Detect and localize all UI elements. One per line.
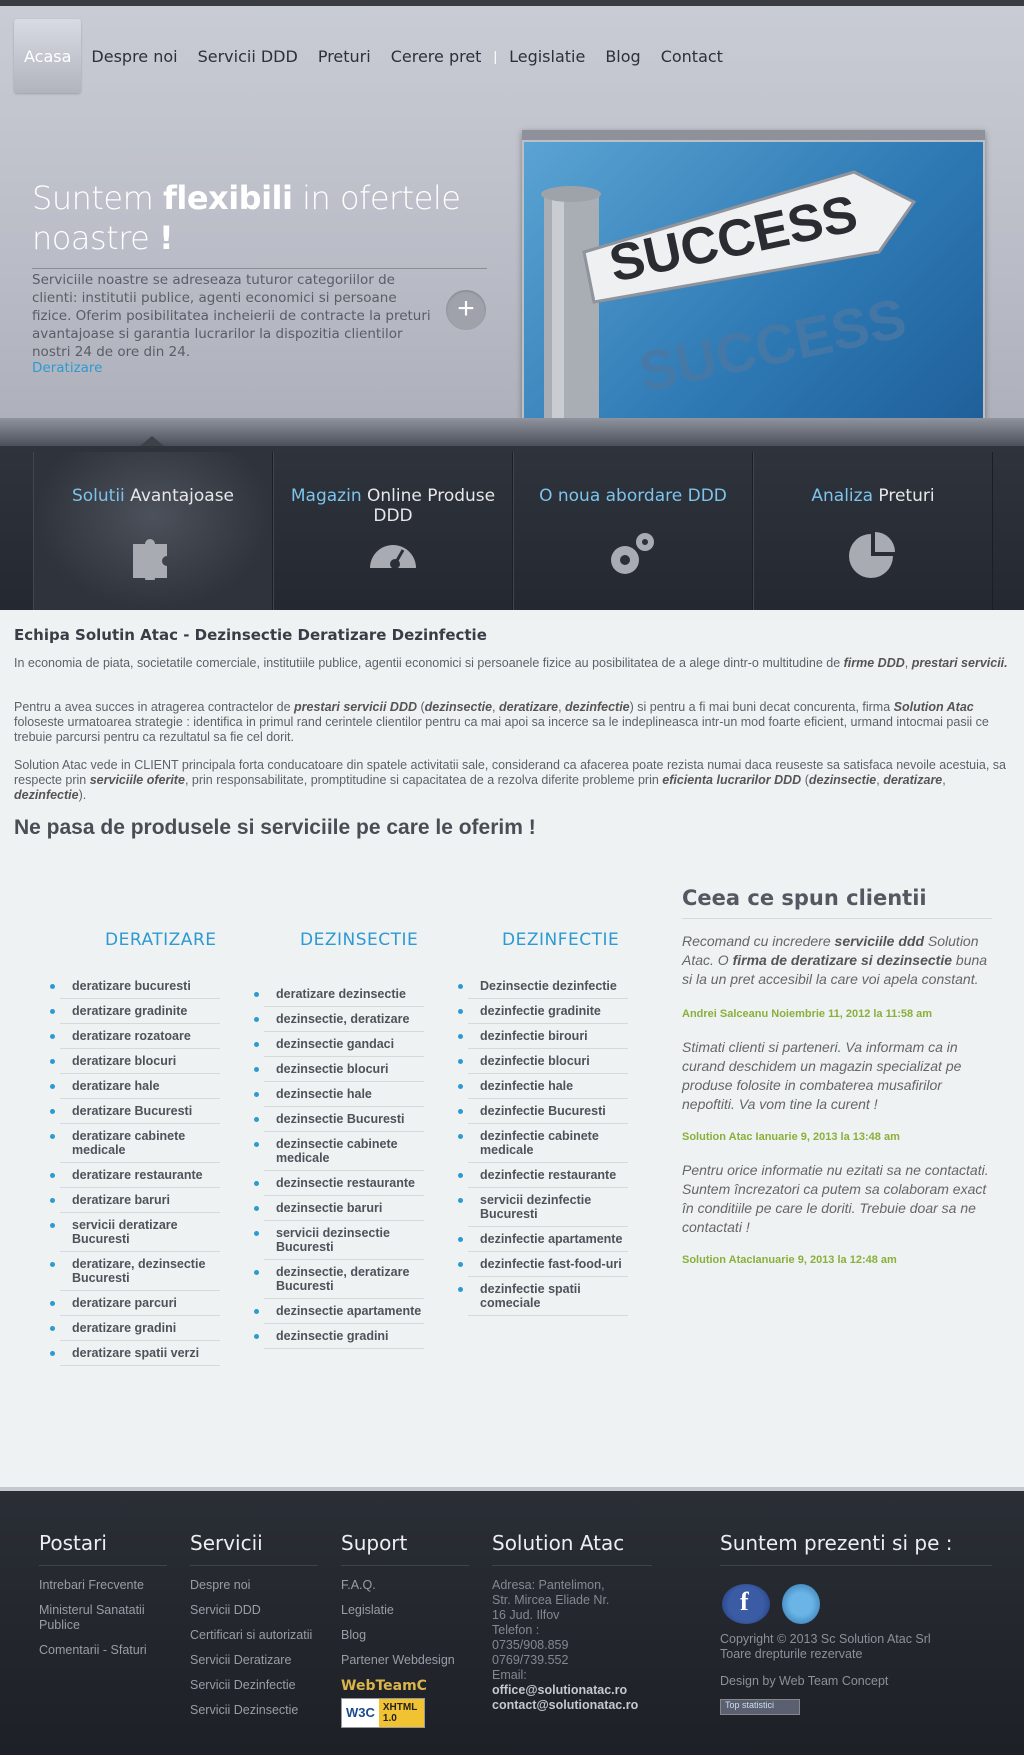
hero-title-bold: flexibili	[162, 179, 293, 217]
twitter-bird-icon[interactable]	[782, 1584, 820, 1624]
feature-title-rest: Online Produse DDD	[361, 486, 496, 526]
footer-link[interactable]: Servicii DDD	[190, 1603, 261, 1617]
footer-title: Servicii	[190, 1531, 318, 1566]
feature-title	[514, 486, 752, 506]
column-title-deratizare: DERATIZARE	[105, 930, 217, 950]
facebook-icon[interactable]: f	[722, 1584, 770, 1624]
footer-link[interactable]: Servicii Dezinsectie	[190, 1703, 299, 1717]
design-credit[interactable]: Design by Web Team Concept	[720, 1674, 889, 1688]
list-item[interactable]: deratizare, dezinsectie Bucuresti	[60, 1252, 220, 1291]
footer-link[interactable]: Comentarii - Sfaturi	[39, 1643, 147, 1657]
emphasis: dezinsectie	[808, 773, 877, 787]
phone-number: 0769/739.552	[492, 1653, 569, 1667]
footer-link[interactable]: Ministerul Sanatatii Publice	[39, 1603, 145, 1632]
list-item[interactable]: dezinfectie gradinite	[468, 999, 628, 1024]
sign-post-highlight	[552, 192, 564, 428]
footer-link[interactable]: Blog	[341, 1628, 367, 1642]
list-item[interactable]: deratizare Bucuresti	[60, 1099, 220, 1124]
emphasis: dezinfectie	[565, 700, 630, 714]
list-item[interactable]: dezinsectie hale	[264, 1082, 424, 1107]
hero-title-bang: !	[159, 219, 174, 257]
list-item[interactable]: dezinfectie fast-food-uri	[468, 1252, 628, 1277]
footer-col-servicii	[190, 1531, 318, 1728]
emphasis: firme DDD	[843, 656, 905, 670]
hero-title	[32, 178, 492, 258]
phone-label: Telefon :	[492, 1623, 540, 1637]
column-title-dezinsectie: DEZINSECTIE	[300, 930, 419, 950]
list-item[interactable]: deratizare parcuri	[60, 1291, 220, 1316]
email-label: Email:	[492, 1668, 527, 1682]
emphasis: serviciile oferite	[89, 773, 185, 787]
feature-title-rest: Preturi	[873, 486, 935, 506]
address-line: 16 Jud. Ilfov	[492, 1608, 560, 1622]
emphasis: dezinsectie	[424, 700, 493, 714]
list-item[interactable]: deratizare restaurante	[60, 1163, 220, 1188]
list-item[interactable]: dezinsectie cabinete medicale	[264, 1132, 424, 1171]
emphasis: Solution Atac	[893, 700, 974, 714]
list-item[interactable]: dezinfectie birouri	[468, 1024, 628, 1049]
copyright-line: Toare drepturile rezervate	[720, 1647, 863, 1661]
feature-analiza-preturi[interactable]	[753, 452, 993, 610]
feature-title	[34, 486, 272, 506]
address-line: Adresa: Pantelimon,	[492, 1578, 605, 1592]
testimonial-quote-2: Stimati clienti si parteneri. Va informam ca in curand deschidem un magazin specializat pe produse folosite in combaterea musafirilor nepoftiti. Va vom tine la curent !	[682, 1039, 962, 1112]
list-item[interactable]: dezinfectie Bucuresti	[468, 1099, 628, 1124]
about-title: Echipa Solutin Atac - Dezinsectie Deratizare Dezinfectie	[14, 626, 487, 644]
sign-word-shadow: SUCCESS	[633, 285, 912, 404]
w3c-label: W3C	[346, 1705, 375, 1720]
nav-item-despre-noi[interactable]: Despre noi	[91, 46, 178, 66]
text: , prin responsabilitate, promptitudine si capacitatea de a rezolva diferite probleme prin	[184, 773, 663, 787]
list-item[interactable]: dezinsectie baruri	[264, 1196, 424, 1221]
list-item[interactable]: deratizare gradinite	[60, 999, 220, 1024]
testimonial-author-1: Andrei Salceanu Noiembrie 11, 2012 la 11:58 am	[682, 1008, 933, 1020]
list-dezinfectie	[468, 974, 628, 1316]
text: ,	[492, 700, 499, 714]
list-item[interactable]: servicii deratizare Bucuresti	[60, 1213, 220, 1252]
footer-link[interactable]: Intrebari Frecvente	[39, 1578, 144, 1592]
sign-post-top	[541, 186, 601, 202]
footer-col-postari	[39, 1531, 167, 1668]
plus-button[interactable]: +	[446, 290, 486, 330]
footer-title: Postari	[39, 1531, 167, 1566]
webteam-logo[interactable]: WebTeamC	[341, 1678, 427, 1694]
about-paragraph-2	[14, 700, 1010, 745]
nav-item-servicii-ddd[interactable]: Servicii DDD	[197, 46, 298, 66]
footer-link[interactable]: Partener Webdesign	[341, 1653, 455, 1667]
text: foloseste urmatoarea strategie : identifica in primul rand cerintele clientilor pentru ca mai apoi sa incerce sa le indeplineasca intr-un mod foarte eficient, urmand intocmai pasii ce trebuie parcursi pentru ca rezultatul sa fie cel dorit.	[14, 715, 989, 744]
text: ) si pentru a fi mai buni decat concurenta, firma	[629, 700, 894, 714]
hero-title-part: in ofertele noastre	[32, 179, 461, 257]
text: ).	[78, 788, 87, 802]
list-item[interactable]: dezinfectie hale	[468, 1074, 628, 1099]
list-item[interactable]: dezinsectie Bucuresti	[264, 1107, 424, 1132]
feature-title	[754, 486, 992, 506]
footer-link[interactable]: Legislatie	[341, 1603, 394, 1617]
list-item[interactable]: dezinfectie restaurante	[468, 1163, 628, 1188]
list-item[interactable]: deratizare dezinsectie	[264, 982, 424, 1007]
text: Pentru a avea succes in atragerea contractelor de	[14, 700, 295, 714]
hero-link-deratizare[interactable]: Deratizare	[32, 360, 103, 376]
hero-title-part: Suntem	[32, 179, 163, 217]
text: Solution Atac. O	[682, 933, 979, 968]
list-item[interactable]: dezinsectie blocuri	[264, 1057, 424, 1082]
list-item[interactable]: Dezinsectie dezinfectie	[468, 974, 628, 999]
list-item[interactable]: deratizare spatii verzi	[60, 1341, 220, 1366]
emphasis: prestari servicii.	[911, 656, 1008, 670]
feature-title-highlight: Solutii	[71, 486, 125, 506]
list-item[interactable]: deratizare baruri	[60, 1188, 220, 1213]
footer-title: Solution Atac	[492, 1531, 652, 1566]
footer-title: Suport	[341, 1531, 469, 1566]
features-bar	[0, 446, 1024, 610]
text: (	[801, 773, 809, 787]
gears-icon	[607, 528, 659, 580]
footer-link[interactable]: Despre noi	[190, 1578, 251, 1592]
emphasis: dezinfectie	[14, 788, 79, 802]
footer-link[interactable]: Certificari si autorizatii	[190, 1628, 313, 1642]
footer-title: Suntem prezenti si pe :	[720, 1531, 992, 1566]
nav-item-acasa[interactable]: Acasa	[14, 19, 81, 93]
testimonials-title: Ceea ce spun clientii	[682, 886, 927, 910]
main-content	[0, 610, 1024, 1487]
sign-word: SUCCESS	[604, 184, 863, 294]
footer-col-contact	[492, 1531, 652, 1713]
w3c-xhtml-badge[interactable]	[341, 1698, 425, 1728]
nav-item-legislatie[interactable]: Legislatie	[509, 46, 586, 66]
about-paragraph-3	[14, 758, 1010, 803]
list-item[interactable]: dezinfectie spatii comeciale	[468, 1277, 628, 1316]
testimonials-divider	[682, 918, 992, 919]
emphasis: eficienta lucrarilor DDD	[662, 773, 802, 787]
main-nav	[14, 16, 733, 96]
about-paragraph-1	[14, 656, 1010, 671]
list-item[interactable]: deratizare gradini	[60, 1316, 220, 1341]
text: In economia de piata, societatile comerciale, institutiile publice, agentii economici si persoanele fizice au posibilitatea de a alege dintr-o multitudine de	[14, 656, 844, 670]
nav-separator: |	[493, 48, 498, 64]
list-item[interactable]: servicii dezinfectie Bucuresti	[468, 1188, 628, 1227]
email-link[interactable]: contact@solutionatac.ro	[492, 1698, 639, 1712]
column-title-dezinfectie: DEZINFECTIE	[502, 930, 620, 950]
emphasis: deratizare	[883, 773, 943, 787]
success-sign-illustration	[524, 142, 983, 428]
list-item[interactable]: dezinsectie gradini	[264, 1324, 424, 1349]
list-dezinsectie	[264, 982, 424, 1349]
section-heading: Ne pasa de produsele si serviciile pe care le oferim !	[14, 816, 536, 839]
feature-title-highlight: Magazin	[290, 486, 362, 506]
pie-chart-icon	[847, 528, 899, 580]
feature-solutii-avantajoase[interactable]	[33, 452, 273, 610]
nav-item-preturi[interactable]: Preturi	[317, 46, 371, 66]
list-item[interactable]: deratizare hale	[60, 1074, 220, 1099]
social-icons	[720, 1578, 992, 1632]
list-item[interactable]: dezinsectie restaurante	[264, 1171, 424, 1196]
feature-title-rest: Avantajoase	[124, 486, 235, 506]
footer-link[interactable]: F.A.Q.	[341, 1578, 376, 1592]
hero-divider	[32, 268, 487, 269]
testimonial-quote-1	[682, 932, 992, 989]
hero-slide-frame	[522, 130, 985, 430]
text: buna si la un pret accesibil la care voi apela constant.	[682, 952, 988, 987]
copyright-line: Copyright © 2013 Sc Solution Atac Srl	[720, 1632, 931, 1646]
emphasis: deratizare	[499, 700, 559, 714]
text: ,	[942, 773, 946, 787]
list-item[interactable]: dezinsectie, deratizare	[264, 1007, 424, 1032]
nav-item-blog[interactable]: Blog	[605, 46, 641, 66]
list-item[interactable]: dezinfectie apartamente	[468, 1227, 628, 1252]
footer-link[interactable]: Servicii Deratizare	[190, 1653, 292, 1667]
puzzle-icon	[127, 528, 179, 580]
text: ,	[558, 700, 566, 714]
feature-noua-abordare[interactable]	[513, 452, 753, 610]
footer-col-suport	[341, 1531, 469, 1728]
footer-link[interactable]: Servicii Dezinfectie	[190, 1678, 296, 1692]
emphasis: prestari servicii DDD	[294, 700, 418, 714]
xhtml-label: XHTML 1.0	[379, 1699, 424, 1727]
list-item[interactable]: dezinsectie apartamente	[264, 1299, 424, 1324]
hero-section	[0, 6, 1024, 446]
phone-number: 0735/908.859	[492, 1638, 569, 1652]
feature-magazin-online[interactable]	[273, 452, 513, 610]
list-item[interactable]: servicii dezinsectie Bucuresti	[264, 1221, 424, 1260]
text: Recomand cu incredere	[682, 933, 835, 949]
footer-col-social	[720, 1531, 992, 1715]
emphasis: serviciile ddd	[834, 933, 925, 949]
nav-item-cerere-pret[interactable]: Cerere pret	[390, 46, 482, 66]
list-deratizare	[60, 974, 220, 1366]
list-item[interactable]: dezinsectie gandaci	[264, 1032, 424, 1057]
active-feature-notch	[140, 436, 164, 446]
text: ,	[876, 773, 884, 787]
testimonial-author-2: Solution Atac Ianuarie 9, 2013 la 13:48 am	[682, 1131, 900, 1143]
success-sign-image	[524, 142, 983, 428]
list-item[interactable]: deratizare bucuresti	[60, 974, 220, 999]
email-link[interactable]: office@solutionatac.ro	[492, 1683, 628, 1697]
speedometer-icon	[367, 528, 419, 580]
text: ,	[904, 656, 912, 670]
feature-title-highlight: O noua abordare DDD	[539, 486, 727, 506]
address-line: Str. Mircea Eliade Nr.	[492, 1593, 610, 1607]
feature-title	[274, 486, 512, 526]
text: Solution Atac vede in CLIENT principala forta conducatoare din spatele activitatii sale, considerand ca afacerea poate rezista numai daca reuseste sa satisfaca nevoile acestuia, sa respecte prin	[14, 758, 1007, 787]
emphasis: firma de deratizare si dezinsectie	[732, 952, 953, 968]
footer	[0, 1487, 1024, 1755]
hero-text: Serviciile noastre se adreseaza tuturor categoriilor de clienti: institutii publice, agenti economici si persoane fizice. Oferim posibilitatea incheierii de contracte la preturi avantajoase si garantia lucrarilor la dispozitia clientilor nostri 24 de ore din 24.	[32, 272, 431, 360]
feature-title-highlight: Analiza	[811, 486, 873, 506]
list-item[interactable]: dezinfectie blocuri	[468, 1049, 628, 1074]
list-item[interactable]: deratizare blocuri	[60, 1049, 220, 1074]
list-item[interactable]: dezinsectie, deratizare Bucuresti	[264, 1260, 424, 1299]
stats-counter-badge[interactable]: Top statistici	[720, 1699, 800, 1715]
list-item[interactable]: deratizare rozatoare	[60, 1024, 220, 1049]
testimonial-author-3: Solution AtacIanuarie 9, 2013 la 12:48 am	[682, 1254, 897, 1266]
list-item[interactable]: dezinfectie cabinete medicale	[468, 1124, 628, 1163]
nav-item-contact[interactable]: Contact	[660, 46, 723, 66]
list-item[interactable]: deratizare cabinete medicale	[60, 1124, 220, 1163]
text: (	[417, 700, 425, 714]
testimonial-quote-3: Pentru orice informatie nu ezitati sa ne contactati. Suntem încrezatori ca putem sa colaboram exact în conditiile pe care le doriti. Trebuie doar sa ne contactati !	[682, 1162, 989, 1235]
